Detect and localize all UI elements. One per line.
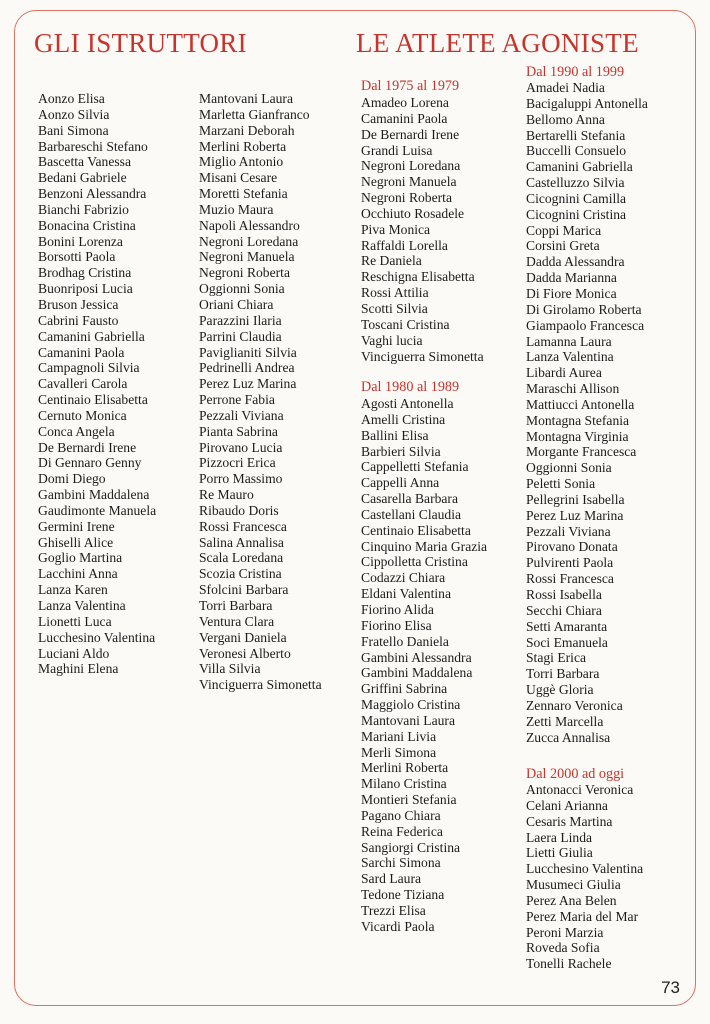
name-entry: Cernuto Monica	[38, 407, 127, 423]
name-entry: Bellomo Anna	[526, 111, 605, 127]
name-entry: De Bernardi Irene	[38, 439, 137, 455]
name-entry: Gambini Alessandra	[361, 649, 472, 665]
name-entry: Rossi Attilia	[361, 285, 429, 301]
name-entry: Benzoni Alessandra	[38, 186, 147, 202]
name-entry: Camanini Gabriella	[526, 159, 633, 175]
name-entry: Marletta Gianfranco	[199, 106, 310, 122]
name-entry: Occhiuto Rosadele	[361, 205, 465, 221]
name-entry: Di Fiore Monica	[526, 285, 617, 301]
name-entry: Giampaolo Francesca	[526, 317, 645, 333]
name-entry: Di Girolamo Roberta	[526, 301, 642, 317]
name-entry: Camanini Paola	[361, 110, 448, 126]
name-entry: Ribaudo Doris	[199, 502, 279, 518]
name-entry: Cicognini Camilla	[526, 190, 627, 206]
name-entry: Negroni Manuela	[361, 174, 457, 190]
name-entry: Aonzo Silvia	[38, 106, 110, 122]
name-entry: Germini Irene	[38, 518, 115, 534]
name-entry: Gambini Maddalena	[38, 487, 150, 503]
name-entry: Lionetti Luca	[38, 613, 112, 629]
name-entry: Merli Simona	[361, 744, 437, 760]
name-entry: Bedani Gabriele	[38, 170, 127, 186]
name-entry: Negroni Manuela	[199, 249, 295, 265]
name-entry: Buccelli Consuelo	[526, 143, 627, 159]
name-entry: Vinciguerra Simonetta	[199, 677, 322, 693]
name-entry: Merlini Roberta	[361, 760, 449, 776]
name-entry: Lanza Valentina	[526, 349, 614, 365]
name-entry: Raffaldi Lorella	[361, 237, 448, 253]
name-entry: Moretti Stefania	[199, 186, 288, 202]
name-entry: Lietti Giulia	[526, 845, 593, 861]
name-entry: Domi Diego	[38, 471, 106, 487]
name-entry: Milano Cristina	[361, 776, 447, 792]
name-entry: Scotti Silvia	[361, 300, 428, 316]
name-entry: Reschigna Elisabetta	[361, 269, 475, 285]
name-entry: Gaudimonte Manuela	[38, 502, 157, 518]
name-entry: Castelluzzo Silvia	[526, 175, 625, 191]
name-entry: Lanza Karen	[38, 582, 108, 598]
name-entry: Mattiucci Antonella	[526, 396, 635, 412]
name-entry: Bascetta Vanessa	[38, 154, 131, 170]
name-entry: Vicardi Paola	[361, 918, 435, 934]
name-entry: Tonelli Rachele	[526, 956, 612, 972]
name-entry: Maghini Elena	[38, 661, 119, 677]
name-entry: Montieri Stefania	[361, 792, 457, 808]
name-entry: Setti Amaranta	[526, 618, 608, 634]
name-entry: Ballini Elisa	[361, 427, 429, 443]
name-entry: Perez Ana Belen	[526, 892, 617, 908]
page-number: 73	[661, 978, 680, 997]
name-entry: Cesaris Martina	[526, 813, 613, 829]
name-entry: Barbieri Silvia	[361, 443, 441, 459]
name-entry: Celani Arianna	[526, 797, 608, 813]
name-entry: Lucchesino Valentina	[526, 861, 644, 877]
name-entry: Goglio Martina	[38, 550, 123, 566]
name-entry: Misani Cesare	[199, 170, 278, 186]
name-entry: Oggionni Sonia	[526, 460, 612, 476]
name-entry: Pirovano Lucia	[199, 439, 283, 455]
name-entry: Conca Angela	[38, 423, 115, 439]
name-entry: Rossi Francesca	[199, 518, 287, 534]
name-entry: Maggiolo Cristina	[361, 697, 461, 713]
name-entry: Mariani Livia	[361, 728, 437, 744]
name-entry: Maraschi Allison	[526, 381, 620, 397]
name-entry: Borsotti Paola	[38, 249, 116, 265]
name-entry: Sard Laura	[361, 871, 422, 887]
period-heading-1990: Dal 1990 al 1999	[526, 64, 625, 80]
name-entry: Montagna Stefania	[526, 412, 630, 428]
name-entry: Morgante Francesca	[526, 444, 637, 460]
period-heading-1980: Dal 1980 al 1989	[361, 379, 460, 395]
instructors-list-1	[38, 91, 156, 677]
name-entry: Roveda Sofia	[526, 940, 600, 956]
name-entry: Rossi Francesca	[526, 571, 614, 587]
name-entry: Negroni Roberta	[361, 190, 452, 206]
name-entry: Gambini Maddalena	[361, 665, 473, 681]
name-entry: Bianchi Fabrizio	[38, 201, 129, 217]
name-entry: Pedrinelli Andrea	[199, 360, 295, 376]
name-entry: Negroni Loredana	[361, 158, 461, 174]
name-entry: Campagnoli Silvia	[38, 360, 140, 376]
name-entry: Oggionni Sonia	[199, 281, 285, 297]
name-entry: Pizzocri Erica	[199, 455, 276, 471]
name-entry: Aonzo Elisa	[38, 91, 105, 106]
name-entry: Pulvirenti Paola	[526, 555, 614, 571]
name-entry: Bacigaluppi Antonella	[526, 95, 648, 111]
athletes-list-1990	[526, 80, 648, 745]
name-entry: Miglio Antonio	[199, 154, 284, 170]
name-entry: Libardi Aurea	[526, 365, 602, 381]
name-entry: Cabrini Fausto	[38, 312, 119, 328]
name-entry: Secchi Chiara	[526, 602, 602, 618]
name-entry: Pianta Sabrina	[199, 423, 278, 439]
name-entry: Camanini Gabriella	[38, 328, 145, 344]
name-entry: Amadeo Lorena	[361, 95, 449, 110]
name-entry: Mantovani Laura	[361, 712, 455, 728]
name-entry: Dadda Alessandra	[526, 254, 625, 270]
name-entry: Villa Silvia	[199, 661, 261, 677]
name-entry: Di Gennaro Genny	[38, 455, 142, 471]
name-entry: Uggè Gloria	[526, 682, 594, 698]
name-entry: Sangiorgi Cristina	[361, 839, 461, 855]
name-entry: Muzio Maura	[199, 201, 274, 217]
name-entry: Cappelletti Stefania	[361, 459, 469, 475]
name-entry: Parazzini Ilaria	[199, 312, 282, 328]
name-entry: Scozia Cristina	[199, 566, 282, 582]
name-entry: Codazzi Chiara	[361, 570, 446, 586]
name-entry: Ventura Clara	[199, 613, 275, 629]
name-entry: Vaghi lucia	[361, 332, 423, 348]
athletes-title: LE ATLETE AGONISTE	[356, 28, 639, 58]
name-entry: Peroni Marzia	[526, 924, 604, 940]
name-entry: Lanza Valentina	[38, 598, 126, 613]
name-entry: Fiorino Alida	[361, 601, 434, 617]
name-entry: Merlini Roberta	[199, 138, 287, 154]
name-entry: Fratello Daniela	[361, 633, 449, 649]
name-entry: Perez Luz Marina	[199, 376, 297, 392]
name-entry: Fiorino Elisa	[361, 617, 432, 633]
name-entry: Bonacina Cristina	[38, 217, 136, 233]
name-entry: Centinaio Elisabetta	[38, 392, 148, 408]
name-entry: Cicognini Cristina	[526, 206, 627, 222]
name-entry: Ghiselli Alice	[38, 534, 114, 550]
athletes-list-2000	[526, 782, 643, 972]
name-entry: Barbareschi Stefano	[38, 138, 148, 154]
name-entry: Negroni Roberta	[199, 265, 290, 281]
name-entry: Veronesi Alberto	[199, 645, 291, 661]
name-entry: Marzani Deborah	[199, 122, 295, 138]
name-entry: Musumeci Giulia	[526, 877, 621, 893]
name-entry: De Bernardi Irene	[361, 126, 460, 142]
name-entry: Toscani Cristina	[361, 316, 450, 332]
name-entry: Reina Federica	[361, 823, 443, 839]
name-entry: Agosti Antonella	[361, 396, 454, 411]
name-entry: Re Mauro	[199, 487, 254, 503]
period-heading-2000: Dal 2000 ad oggi	[526, 766, 625, 782]
name-entry: Sarchi Simona	[361, 855, 441, 871]
name-entry: Torri Barbara	[199, 598, 273, 613]
name-entry: Sfolcini Barbara	[199, 582, 289, 598]
name-entry: Antonacci Veronica	[526, 782, 634, 797]
name-entry: Cippolletta Cristina	[361, 554, 468, 570]
name-entry: Griffini Sabrina	[361, 681, 448, 697]
name-entry: Stagi Erica	[526, 650, 587, 666]
name-entry: Pellegrini Isabella	[526, 491, 625, 507]
name-entry: Peletti Sonia	[526, 476, 596, 492]
name-entry: Rossi Isabella	[526, 587, 602, 602]
name-entry: Re Daniela	[361, 253, 422, 269]
name-entry: Luciani Aldo	[38, 645, 110, 661]
name-entry: Scala Loredana	[199, 550, 284, 566]
name-entry: Eldani Valentina	[361, 586, 451, 602]
name-entry: Zetti Marcella	[526, 713, 604, 729]
instructors-title: GLI ISTRUTTORI	[34, 28, 247, 58]
name-entry: Amadei Nadia	[526, 80, 605, 95]
name-entry: Cappelli Anna	[361, 475, 440, 491]
name-entry: Porro Massimo	[199, 471, 283, 487]
name-entry: Pirovano Donata	[526, 539, 618, 555]
name-entry: Parrini Claudia	[199, 328, 282, 344]
name-entry: Negroni Loredana	[199, 233, 299, 249]
name-entry: Perrone Fabia	[199, 392, 275, 408]
name-entry: Zennaro Veronica	[526, 697, 623, 713]
name-entry: Trezzi Elisa	[361, 903, 426, 918]
name-entry: Perez Luz Marina	[526, 507, 624, 523]
athletes-list-1980	[361, 396, 487, 935]
name-entry: Cinquino Maria Grazia	[361, 538, 488, 554]
name-entry: Cavalleri Carola	[38, 376, 128, 392]
name-entry: Pezzali Viviana	[199, 407, 284, 423]
instructors-list-2	[199, 91, 322, 693]
name-entry: Laera Linda	[526, 829, 593, 845]
name-entry: Bruson Jessica	[38, 296, 119, 312]
name-entry: Amelli Cristina	[361, 411, 446, 427]
name-entry: Soci Emanuela	[526, 634, 608, 650]
name-entry: Pezzali Viviana	[526, 523, 611, 539]
name-entry: Oriani Chiara	[199, 296, 274, 312]
name-entry: Dadda Marianna	[526, 270, 617, 286]
name-entry: Vinciguerra Simonetta	[361, 348, 484, 364]
period-heading-1975: Dal 1975 al 1979	[361, 78, 460, 94]
name-entry: Vergani Daniela	[199, 629, 287, 645]
name-entry: Camanini Paola	[38, 344, 125, 360]
name-entry: Brodhag Cristina	[38, 265, 132, 281]
name-entry: Bani Simona	[38, 122, 109, 138]
name-entry: Perez Maria del Mar	[526, 908, 639, 924]
name-entry: Piva Monica	[361, 221, 431, 237]
name-entry: Lacchini Anna	[38, 566, 118, 582]
name-entry: Pagano Chiara	[361, 807, 441, 823]
name-entry: Lucchesino Valentina	[38, 629, 156, 645]
name-entry: Bonini Lorenza	[38, 233, 123, 249]
name-entry: Tedone Tiziana	[361, 887, 445, 903]
name-entry: Buonriposi Lucia	[38, 281, 133, 297]
name-entry: Torri Barbara	[526, 666, 600, 682]
name-entry: Grandi Luisa	[361, 142, 433, 158]
name-entry: Coppi Marica	[526, 222, 602, 238]
name-entry: Paviglianiti Silvia	[199, 344, 297, 360]
name-entry: Napoli Alessandro	[199, 217, 300, 233]
name-entry: Casarella Barbara	[361, 491, 458, 507]
name-entry: Castellani Claudia	[361, 506, 462, 522]
name-entry: Zucca Annalisa	[526, 729, 611, 745]
name-entry: Salina Annalisa	[199, 534, 284, 550]
name-entry: Centinaio Elisabetta	[361, 522, 471, 538]
name-entry: Montagna Virginia	[526, 428, 629, 444]
name-entry: Bertarelli Stefania	[526, 127, 626, 143]
name-entry: Corsini Greta	[526, 238, 600, 254]
name-entry: Lamanna Laura	[526, 333, 612, 349]
athletes-list-1975	[361, 95, 484, 364]
name-entry: Mantovani Laura	[199, 91, 293, 106]
